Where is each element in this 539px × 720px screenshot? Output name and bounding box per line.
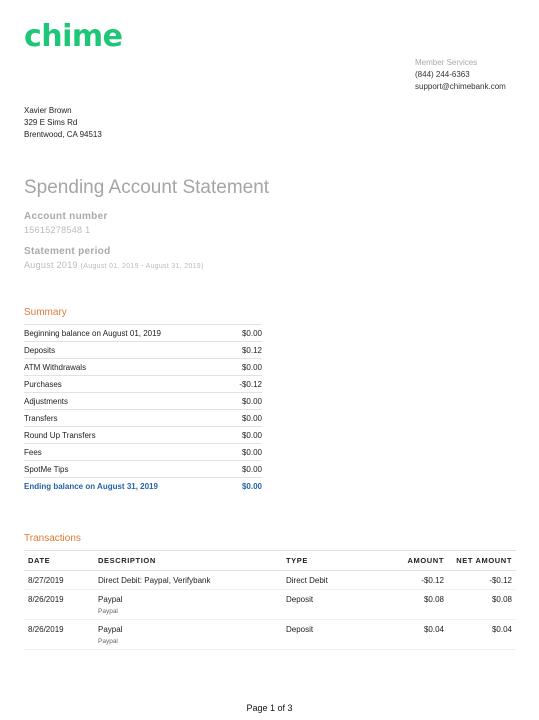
transaction-description-cell [94, 590, 282, 620]
transaction-description: Paypal [98, 595, 123, 604]
summary-row-label: Deposits [24, 342, 228, 359]
summary-row-label: Round Up Transfers [24, 427, 228, 444]
statement-title: Spending Account Statement [24, 177, 270, 198]
transaction-type: Direct Debit [282, 571, 370, 590]
summary-row-value: $0.00 [228, 359, 262, 376]
transaction-net-amount: $0.08 [448, 590, 516, 620]
ending-balance-label: Ending balance on August 31, 2019 [24, 478, 228, 495]
transaction-subdescription: Paypal [98, 608, 118, 615]
member-services-label: Member Services [415, 58, 478, 67]
summary-row-label: Adjustments [24, 393, 228, 410]
col-amount: AMOUNT [370, 551, 448, 571]
summary-row [24, 393, 262, 410]
summary-row-label: Beginning balance on August 01, 2019 [24, 325, 228, 342]
summary-row [24, 427, 262, 444]
summary-table [24, 324, 262, 494]
summary-row [24, 342, 262, 359]
transaction-description: Paypal [98, 625, 123, 634]
transactions-title: Transactions [24, 533, 81, 544]
transaction-amount: -$0.12 [370, 571, 448, 590]
summary-row-value: $0.00 [228, 325, 262, 342]
summary-row [24, 376, 262, 393]
transaction-date: 8/26/2019 [24, 620, 94, 650]
summary-row-label: ATM Withdrawals [24, 359, 228, 376]
summary-row-value: $0.00 [228, 393, 262, 410]
summary-row [24, 410, 262, 427]
summary-row [24, 359, 262, 376]
transaction-type: Deposit [282, 620, 370, 650]
transaction-type: Deposit [282, 590, 370, 620]
summary-row-label: Fees [24, 444, 228, 461]
member-services-email: support@chimebank.com [415, 82, 506, 91]
page-number: Page 1 of 3 [246, 703, 293, 713]
transaction-net-amount: $0.04 [448, 620, 516, 650]
transaction-description-cell [94, 571, 282, 590]
customer-address [24, 105, 102, 141]
transaction-date: 8/26/2019 [24, 590, 94, 620]
summary-row-value: $0.00 [228, 410, 262, 427]
ending-balance-value: $0.00 [228, 478, 262, 495]
member-services-block [415, 57, 506, 93]
transaction-amount: $0.04 [370, 620, 448, 650]
transactions-table [24, 550, 516, 650]
transaction-net-amount: -$0.12 [448, 571, 516, 590]
account-number-label: Account number [24, 211, 108, 222]
transaction-description: Direct Debit: Paypal, Verifybank [98, 576, 211, 585]
transaction-subdescription: Paypal [98, 638, 118, 645]
customer-street: 329 E Sims Rd [24, 118, 78, 127]
customer-name: Xavier Brown [24, 106, 72, 115]
transaction-row [24, 620, 516, 650]
summary-row-label: Purchases [24, 376, 228, 393]
summary-row [24, 461, 262, 478]
summary-row [24, 444, 262, 461]
transaction-row [24, 590, 516, 620]
member-services-phone: (844) 244-6363 [415, 70, 470, 79]
transactions-header-row [24, 551, 516, 571]
summary-title: Summary [24, 307, 67, 318]
transaction-amount: $0.08 [370, 590, 448, 620]
summary-row-label: SpotMe Tips [24, 461, 228, 478]
summary-row-value: $0.00 [228, 427, 262, 444]
transaction-date: 8/27/2019 [24, 571, 94, 590]
summary-ending-row [24, 478, 262, 495]
statement-period-range: (August 01, 2019 - August 31, 2019) [80, 263, 204, 270]
statement-period-month: August 2019 [24, 260, 78, 270]
customer-city: Brentwood, CA 94513 [24, 130, 102, 139]
col-net-amount: NET AMOUNT [448, 551, 516, 571]
summary-row-value: -$0.12 [228, 376, 262, 393]
chime-logo: chime [24, 19, 123, 54]
summary-row-value: $0.12 [228, 342, 262, 359]
transaction-description-cell [94, 620, 282, 650]
statement-period-value [24, 259, 204, 273]
col-type: TYPE [282, 551, 370, 571]
summary-row-label: Transfers [24, 410, 228, 427]
col-description: DESCRIPTION [94, 551, 282, 571]
summary-row-value: $0.00 [228, 461, 262, 478]
col-date: DATE [24, 551, 94, 571]
summary-row-value: $0.00 [228, 444, 262, 461]
account-number-value: 15615278548 1 [24, 225, 91, 235]
statement-period-label: Statement period [24, 246, 111, 257]
summary-row [24, 325, 262, 342]
transaction-row [24, 571, 516, 590]
